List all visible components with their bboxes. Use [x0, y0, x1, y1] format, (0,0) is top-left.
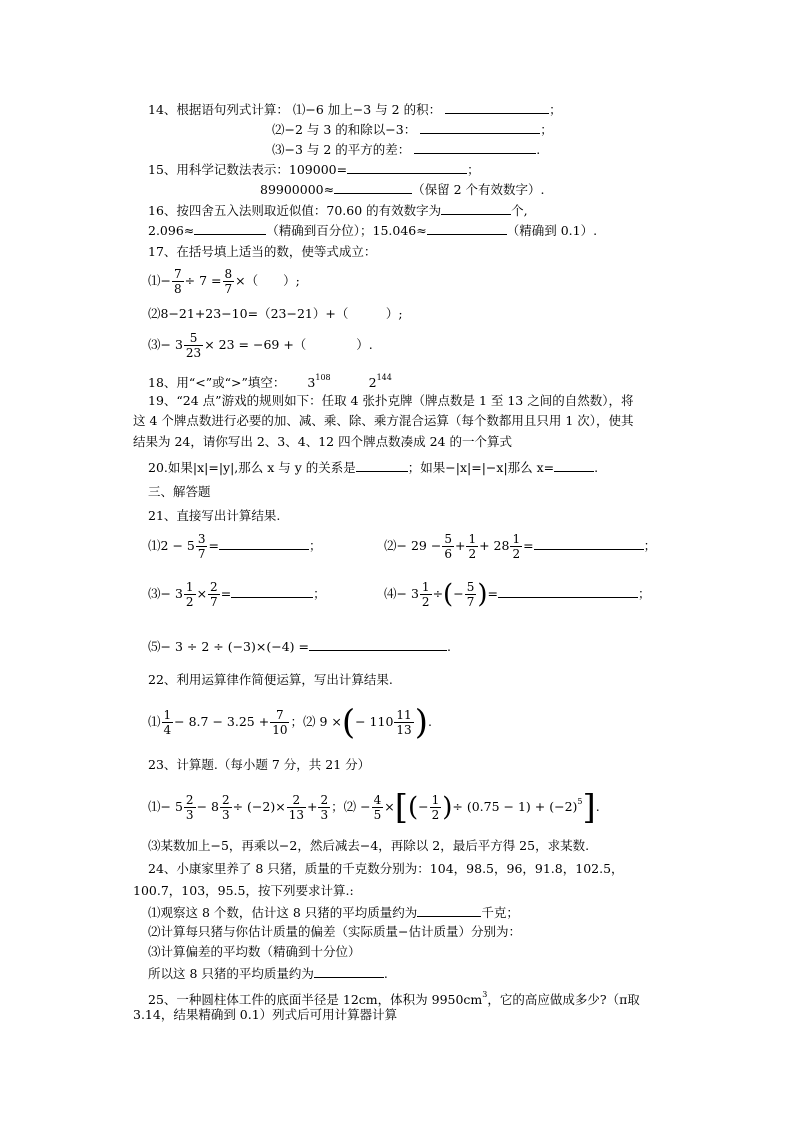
fraction: $\frac{2}{13}$ — [288, 793, 304, 822]
fraction: $\frac{1}{2}$ — [468, 532, 477, 561]
fraction: $\frac{4}{5}$ — [373, 793, 382, 822]
q14-line-3: ⑶−3 与 2 的平方的差： . — [272, 142, 541, 157]
q21-eq-3: ⑶− 3 $\frac{1}{2}$ × $\frac{2}{7}$ = ； — [148, 580, 326, 609]
answer-blank[interactable] — [231, 585, 313, 598]
q25-line-2: 3.14，结果精确到 0.1）列式后可用计算器计算 — [133, 1007, 398, 1022]
q23-part-3: ⑶某数加上−5，再乘以−2，然后减去−4，再除以 2，最后平方得 25，求某数. — [148, 838, 590, 853]
q24-part-2: ⑵计算每只猪与你估计质量的偏差（实际质量−估计质量）分别为： — [148, 924, 521, 939]
q14-line-2: ⑵−2 与 3 的和除以−3： ； — [272, 122, 553, 137]
q23-eqs: ⑴− 5 $\frac{2}{3}$ − 8 $\frac{2}{3}$ ÷ (−2)× $\frac{2}{13}$ + $\frac{2}{3}$ ；⑵ − $\frac{4}{5}$ ×[(− $\frac{1}{2}$ )÷ $(0.75 - 1) + (-2)^5$]. — [148, 787, 600, 828]
q22-stem: 22、利用运算律作简便运算，写出计算结果. — [148, 672, 393, 687]
fraction: $\frac{3}{7}$ — [197, 532, 206, 561]
answer-blank[interactable] — [219, 537, 309, 550]
q24-part-4: 所以这 8 只猪的平均质量约为 . — [148, 966, 388, 981]
answer-blank[interactable] — [427, 222, 507, 235]
q16-line-1: 16、按四舍五入法则取近似值：70.60 的有效数字为 个, — [148, 203, 528, 218]
q24-line-1: 24、小康家里养了 8 只猪，质量的千克数分别为：104，98.5，96，91.8，102.5， — [148, 861, 624, 876]
q15-line-2: 89900000≈ （保留 2 个有效数字）. — [260, 182, 545, 197]
section-heading: 三、解答题 — [148, 484, 211, 499]
q16-line-2: 2.096≈ （精确到百分位）；15.046≈ （精确到 0.1）. — [148, 223, 598, 238]
q19-line-3: 结果为 24，请你写出 2、3、4、12 四个牌点数凑成 24 的一个算式 — [133, 434, 512, 449]
answer-blank[interactable] — [498, 585, 638, 598]
answer-blank[interactable] — [554, 459, 594, 472]
fraction: $\frac{1}{2}$ — [421, 580, 430, 609]
fraction: $\frac{7}{10}$ — [272, 708, 288, 737]
answer-blank[interactable] — [347, 161, 467, 174]
q17-eq-1: ⑴− $\frac{7}{8}$ ÷ 7 = $\frac{8}{7}$ ×（ ）; — [148, 267, 300, 296]
answer-blank[interactable] — [356, 459, 408, 472]
q17-stem: 17、在括号填上适当的数，使等式成立： — [148, 244, 377, 259]
q22-eqs: ⑴ $\frac{1}{4}$ − 8.7 − 3.25 + $\frac{7}{10}$ ；⑵ 9 ×(− 110 $\frac{11}{13}$ ). — [148, 702, 432, 743]
fraction: $\frac{1}{4}$ — [163, 708, 172, 737]
answer-blank[interactable] — [334, 181, 412, 194]
answer-blank[interactable] — [194, 222, 266, 235]
q24-part-1: ⑴观察这 8 个数，估计这 8 只猪的平均质量约为 千克； — [148, 905, 519, 920]
fraction: $\frac{11}{13}$ — [396, 708, 412, 737]
q15-line-1: 15、用科学记数法表示：109000= ； — [148, 162, 480, 177]
q25-line-1: 25、一种圆柱体工件的底面半径是 12cm，体积为 $9950cm^3$，它的高应做成多少?（π取 — [148, 990, 640, 1007]
answer-blank[interactable] — [414, 141, 536, 154]
q24-line-2: 100.7，103，95.5，按下列要求计算.: — [133, 883, 354, 898]
fraction: $\frac{2}{7}$ — [210, 580, 218, 609]
answer-blank[interactable] — [534, 537, 644, 550]
q21-eq-1: ⑴2 − 5 $\frac{3}{7}$ = ； — [148, 532, 322, 561]
fraction: $\frac{2}{3}$ — [185, 793, 194, 822]
fraction: $\frac{5}{7}$ — [466, 580, 475, 609]
q21-eq-5: ⑸− 3 ÷ 2 ÷ (−3)×(−4) = . — [148, 639, 451, 654]
q17-eq-2: ⑵8−21+23−10=（23−21）+（ ）; — [148, 306, 403, 321]
q19-line-1: 19、“24 点”游戏的规则如下：任取 4 张扑克牌（牌点数是 1 至 13 之间的自然数），将 — [148, 393, 634, 408]
answer-blank[interactable] — [441, 202, 511, 215]
answer-blank[interactable] — [417, 904, 481, 917]
q21-eq-2: ⑵− 29 − $\frac{5}{6}$ + $\frac{1}{2}$ + 28 $\frac{1}{2}$ = ； — [384, 532, 657, 561]
q14-line-1: 14、根据语句列式计算： ⑴−6 加上−3 与 2 的积： ； — [148, 102, 562, 117]
q20-line: 20.如果|x|=|y|,那么 x 与 y 的关系是 ；如果−|x|=|−x|那么 x= . — [148, 460, 599, 475]
fraction: $\frac{1}{2}$ — [185, 580, 194, 609]
answer-blank[interactable] — [309, 638, 447, 651]
fraction: $\frac{5}{23}$ — [185, 331, 202, 360]
q24-part-3: ⑶计算偏差的平均数（精确到十分位） — [148, 944, 361, 959]
fraction: $\frac{7}{8}$ — [174, 267, 182, 296]
q18-line: 18、用“<”或“>”填空： $3^{108}$ $2^{144}$ — [148, 373, 392, 390]
q21-eq-4: ⑷− 3 $\frac{1}{2}$ ÷(− $\frac{5}{7}$ )= ； — [384, 579, 651, 610]
fraction: $\frac{5}{6}$ — [444, 532, 452, 561]
answer-blank[interactable] — [420, 121, 540, 134]
fraction: $\frac{2}{3}$ — [320, 793, 329, 822]
q19-line-2: 这 4 个牌点数进行必要的加、减、乘、除、乘方混合运算（每个数都用且只用 1 次），使其 — [133, 413, 634, 428]
fraction: $\frac{8}{7}$ — [224, 267, 233, 296]
fraction: $\frac{1}{2}$ — [431, 793, 440, 822]
answer-blank[interactable] — [314, 965, 384, 978]
q17-eq-3: ⑶− 3 $\frac{5}{23}$ × 23 = −69 +（ ）. — [148, 331, 373, 360]
fraction: $\frac{1}{2}$ — [512, 532, 521, 561]
fraction: $\frac{2}{3}$ — [221, 793, 230, 822]
q21-stem: 21、直接写出计算结果. — [148, 508, 281, 523]
q23-stem: 23、计算题.（每小题 7 分，共 21 分） — [148, 757, 371, 772]
answer-blank[interactable] — [445, 101, 549, 114]
